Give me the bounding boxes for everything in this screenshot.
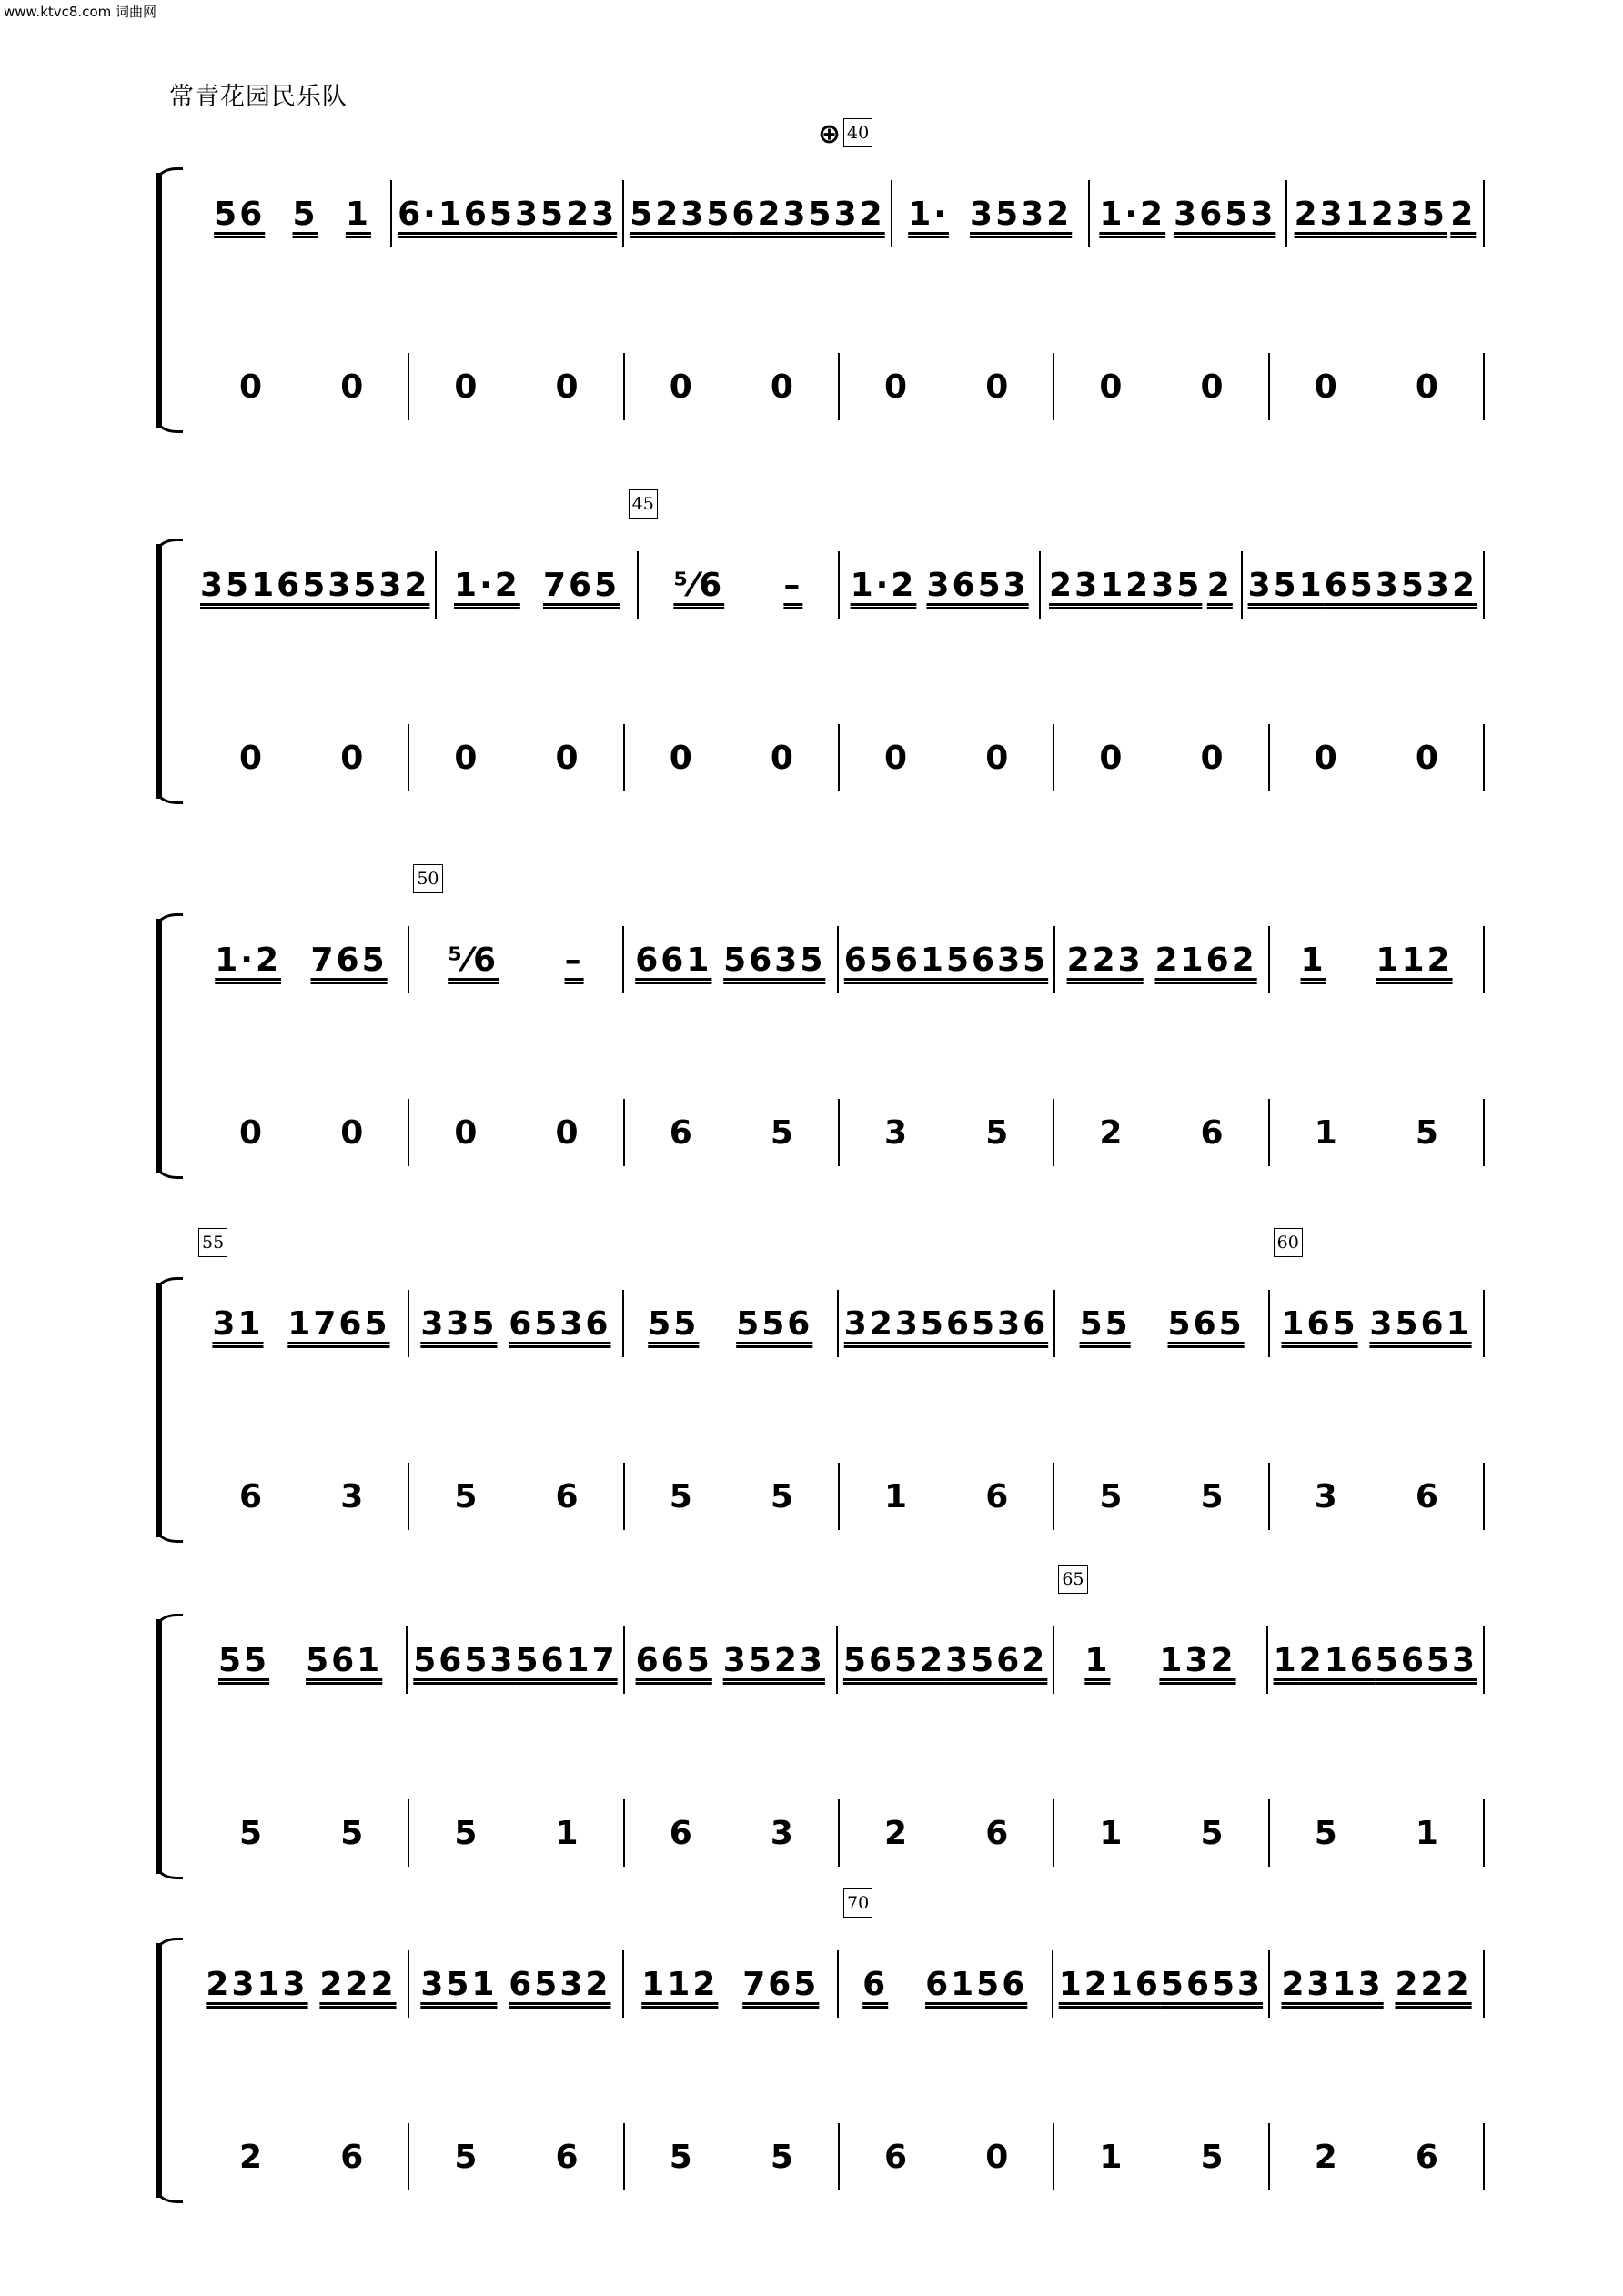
measure (195, 180, 392, 247)
note-group: 5653 (413, 1641, 516, 1679)
note-group: 56 (214, 195, 266, 233)
measure (1270, 724, 1485, 791)
lower-part-staff (195, 2123, 1485, 2190)
note-group: 6156 (925, 1965, 1028, 2003)
system-bracket (156, 544, 176, 799)
note-group: 0 (1200, 368, 1224, 406)
measure-number: 50 (413, 864, 442, 893)
note-group: 0 (454, 368, 478, 406)
system-bracket (156, 919, 176, 1173)
note-group: 0 (454, 1113, 478, 1152)
note-group: 165 (1281, 1304, 1358, 1343)
measure (625, 1626, 838, 1694)
measure (409, 1099, 624, 1166)
measure (1054, 1626, 1267, 1694)
note-group: 6 (1415, 1477, 1438, 1516)
note-group: 5 (669, 2138, 692, 2176)
note-group: 2313 (206, 1965, 308, 2003)
note-group: 653532 (1324, 566, 1478, 604)
note-group: 0 (1415, 368, 1438, 406)
note-group: 1 (1084, 1641, 1111, 1679)
note-group: 1 (1300, 941, 1326, 979)
measure (625, 353, 840, 420)
measure (838, 1626, 1054, 1694)
note-group: 6 (555, 2138, 579, 2176)
measure-number: 65 (1058, 1565, 1087, 1594)
note-group: 1 (884, 1477, 908, 1516)
note-group: 0 (555, 1113, 579, 1152)
measure (1054, 353, 1269, 420)
measure (624, 926, 839, 993)
measure-number: 55 (198, 1228, 227, 1257)
measure (840, 1463, 1054, 1530)
system-bracket (156, 1283, 176, 1537)
measure (195, 1799, 409, 1867)
note-group: 5 (1200, 2138, 1224, 2176)
measure (625, 2123, 840, 2190)
note-group: 1 (1099, 1814, 1123, 1852)
note-group: 6532 (509, 1965, 611, 2003)
note-group: 6 (985, 1814, 1009, 1852)
note-group: 5 (842, 1641, 869, 1679)
score-system (156, 1233, 1485, 1537)
measure (195, 1626, 408, 1694)
note-group: 0 (239, 739, 263, 777)
note-group: 1 (1415, 1814, 1438, 1852)
note-group: 0 (555, 368, 579, 406)
system-bracket (156, 1619, 176, 1874)
measure (195, 724, 409, 791)
measure (625, 724, 840, 791)
note-group: 1 (555, 1814, 579, 1852)
note-group: 1 (1273, 1641, 1299, 1679)
note-group: 222 (319, 1965, 397, 2003)
note-group: 6·165 (398, 195, 515, 233)
note-group: 0 (770, 739, 793, 777)
measure (624, 1290, 839, 1357)
note-group: 0 (1200, 739, 1224, 777)
note-group: 653532 (277, 566, 430, 604)
note-group: 0 (1099, 739, 1123, 777)
lower-part-staff (195, 1463, 1485, 1530)
note-group: – (783, 566, 803, 604)
measure (1270, 1290, 1485, 1357)
note-group: 1·2 (850, 566, 917, 604)
measure (1054, 2123, 1269, 2190)
note-group: 0 (669, 739, 692, 777)
measure (1054, 1799, 1269, 1867)
note-group: 556 (736, 1304, 813, 1343)
note-group: 0 (985, 368, 1009, 406)
note-group: 5617 (515, 1641, 618, 1679)
note-group: 565 (1167, 1304, 1245, 1343)
note-group: 351 (420, 1965, 498, 2003)
system-bracket (156, 173, 176, 428)
note-group: 665 (635, 1641, 712, 1679)
note-group: 0 (1314, 739, 1337, 777)
measure (195, 551, 437, 619)
note-group: 5 (1200, 1814, 1224, 1852)
note-group: 1·2 (215, 941, 282, 979)
note-group: ⁵⁄6 (673, 566, 725, 604)
measure (1270, 1950, 1485, 2018)
measure (1270, 2123, 1485, 2190)
measure (1090, 180, 1287, 247)
note-group: 3235 (843, 1304, 946, 1343)
note-group: 0 (1415, 739, 1438, 777)
upper-part-staff (195, 180, 1485, 247)
note-group: 112 (641, 1965, 719, 2003)
note-group: 1765 (287, 1304, 390, 1343)
note-group: 0 (884, 739, 908, 777)
measure (409, 353, 624, 420)
measure (1243, 551, 1485, 619)
measure-number: 45 (629, 489, 658, 519)
note-group: 5 (770, 1477, 793, 1516)
note-group: 5 (770, 2138, 793, 2176)
measure (1041, 551, 1242, 619)
note-group: 5635 (945, 941, 1049, 979)
measure (839, 1950, 1053, 2018)
measure (437, 551, 638, 619)
note-group: 2162 (1154, 941, 1257, 979)
measure (840, 2123, 1054, 2190)
note-group: ⁵⁄6 (448, 941, 499, 979)
note-group: 6536 (945, 1304, 1049, 1343)
note-group: 6 (1200, 1113, 1224, 1152)
note-group: 561 (306, 1641, 383, 1679)
note-group: 765 (542, 566, 620, 604)
note-group: 3523 (514, 195, 618, 233)
note-group: 0 (454, 739, 478, 777)
measure (195, 1463, 409, 1530)
upper-part-staff (195, 926, 1485, 993)
note-group: 1 (345, 195, 371, 233)
note-group: 55 (1079, 1304, 1131, 1343)
measure (840, 353, 1054, 420)
note-group: 6561 (843, 941, 946, 979)
note-group: 0 (555, 739, 579, 777)
note-group: 6 (669, 1113, 692, 1152)
measure (1268, 1626, 1485, 1694)
note-group: 132 (1159, 1641, 1236, 1679)
note-group: 1 (1099, 2138, 1123, 2176)
measure-number: 70 (843, 1888, 872, 1918)
score-system (156, 1569, 1485, 1874)
note-group: 5653 (1375, 1641, 1477, 1679)
note-group: 3653 (926, 566, 1029, 604)
note-group: 5 (1200, 1477, 1224, 1516)
note-group: 335 (420, 1304, 498, 1343)
note-group: 3653 (1174, 195, 1276, 233)
note-group: 1· (908, 195, 949, 233)
measure (409, 1950, 624, 2018)
note-group: 6536 (509, 1304, 611, 1343)
measure (1055, 1290, 1270, 1357)
note-group: 351 (1247, 566, 1325, 604)
note-group: 3562 (945, 1641, 1048, 1679)
score-system (156, 118, 1485, 428)
note-group: 5 (669, 1477, 692, 1516)
measure (840, 724, 1054, 791)
note-group: 2 (239, 2138, 263, 2176)
measure (1270, 1099, 1485, 1166)
lower-part-staff (195, 1799, 1485, 1867)
note-group: 765 (310, 941, 388, 979)
measure (639, 551, 840, 619)
measure (408, 1626, 624, 1694)
measure (624, 180, 892, 247)
note-group: 5 (454, 2138, 478, 2176)
note-group: 0 (239, 368, 263, 406)
measure (195, 926, 409, 993)
measure (409, 926, 624, 993)
measure (1055, 926, 1270, 993)
note-group: 222 (1395, 1965, 1472, 2003)
note-group: 3561 (1369, 1304, 1472, 1343)
note-group: 1·2 (454, 566, 520, 604)
note-group: 0 (1314, 368, 1337, 406)
note-group: 2 (1314, 2138, 1337, 2176)
note-group: 6 (1415, 2138, 1438, 2176)
measure (840, 1099, 1054, 1166)
lower-part-staff (195, 1099, 1485, 1166)
note-group: 5 (239, 1814, 263, 1852)
score-system (156, 1893, 1485, 2198)
upper-part-staff (195, 551, 1485, 619)
measure (1270, 353, 1485, 420)
measure (625, 1463, 840, 1530)
note-group: 5 (985, 1113, 1009, 1152)
watermark: www.ktvc8.com 词曲网 (4, 4, 157, 20)
note-group: 3523 (722, 1641, 825, 1679)
note-group: 5635 (723, 941, 826, 979)
note-group: 1 (1314, 1113, 1337, 1152)
measure (409, 1290, 624, 1357)
note-group: 31 (212, 1304, 264, 1343)
note-group: 0 (340, 368, 364, 406)
note-group: 3 (770, 1814, 793, 1852)
note-group: 1216 (1058, 1965, 1161, 2003)
note-group: 6 (985, 1477, 1009, 1516)
score-system (156, 869, 1485, 1173)
note-group: 231235 (1294, 195, 1447, 233)
note-group: 5 (454, 1814, 478, 1852)
band-title: 常青花园民乐队 (169, 83, 348, 111)
note-group: 1·2 (1099, 195, 1166, 233)
note-group: 6 (340, 2138, 364, 2176)
score-system (156, 494, 1485, 799)
note-group: 6 (669, 1814, 692, 1852)
note-group: 0 (770, 368, 793, 406)
note-group: 3 (1314, 1477, 1337, 1516)
measure (409, 1463, 624, 1530)
measure (1054, 724, 1269, 791)
upper-part-staff (195, 1626, 1485, 1694)
note-group: 2 (884, 1814, 908, 1852)
measure (624, 1950, 839, 2018)
note-group: 5 (1314, 1814, 1337, 1852)
coda-icon: ⊕ (818, 118, 842, 150)
measure (195, 353, 409, 420)
note-group: 0 (1099, 368, 1123, 406)
note-group: 2 (1206, 566, 1233, 604)
note-group: 5 (292, 195, 318, 233)
note-group: 351 (200, 566, 277, 604)
note-group: 5653 (1160, 1965, 1264, 2003)
note-group: 2 (1450, 195, 1477, 233)
measure (195, 1950, 409, 2018)
note-group: 0 (884, 368, 908, 406)
note-group: 5 (1415, 1113, 1438, 1152)
note-group: 0 (669, 368, 692, 406)
measure (1270, 1463, 1485, 1530)
measure (840, 1799, 1054, 1867)
note-group: 0 (985, 739, 1009, 777)
measure (195, 1290, 409, 1357)
measure (1054, 1463, 1269, 1530)
note-group: 6 (239, 1477, 263, 1516)
note-group: 2 (1099, 1113, 1123, 1152)
note-group: 55 (217, 1641, 270, 1679)
system-bracket (156, 1943, 176, 2198)
measure (1053, 1950, 1270, 2018)
measure (409, 724, 624, 791)
note-group: 5 (1099, 1477, 1123, 1516)
note-group: 623532 (731, 195, 885, 233)
measure-number: 40 (843, 118, 872, 147)
measure (840, 551, 1041, 619)
measure (1270, 926, 1485, 993)
note-group: 2313 (1281, 1965, 1384, 2003)
measure-number: 60 (1274, 1228, 1303, 1257)
note-group: 231235 (1049, 566, 1203, 604)
note-group: 3 (340, 1477, 364, 1516)
note-group: 0 (239, 1113, 263, 1152)
note-group: 6 (884, 2138, 908, 2176)
note-group: 55 (648, 1304, 700, 1343)
note-group: 5 (340, 1814, 364, 1852)
note-group: 0 (340, 1113, 364, 1152)
measure (195, 2123, 409, 2190)
note-group: 112 (1376, 941, 1453, 979)
measure (1054, 1099, 1269, 1166)
measure (625, 1099, 840, 1166)
note-group: 5 (454, 1477, 478, 1516)
note-group: 6 (555, 1477, 579, 1516)
measure (195, 1099, 409, 1166)
note-group: 6 (862, 1965, 889, 2003)
note-group: 3532 (970, 195, 1073, 233)
note-group: 3 (884, 1113, 908, 1152)
note-group: 216 (1298, 1641, 1376, 1679)
note-group: 223 (1066, 941, 1144, 979)
note-group: 765 (742, 1965, 820, 2003)
note-group: 5 (770, 1113, 793, 1152)
measure (392, 180, 624, 247)
note-group: 652 (868, 1641, 946, 1679)
lower-part-staff (195, 724, 1485, 791)
note-group: 0 (340, 739, 364, 777)
measure (1270, 1799, 1485, 1867)
note-group: 661 (635, 941, 712, 979)
measure (1287, 180, 1485, 247)
measure (625, 1799, 840, 1867)
note-group: 0 (985, 2138, 1009, 2176)
measure (409, 2123, 624, 2190)
measure (839, 1290, 1055, 1357)
measure (839, 926, 1055, 993)
upper-part-staff (195, 1290, 1485, 1357)
upper-part-staff (195, 1950, 1485, 2018)
measure (892, 180, 1090, 247)
lower-part-staff (195, 353, 1485, 420)
note-group: 5235 (630, 195, 732, 233)
note-group: – (564, 941, 584, 979)
measure (409, 1799, 624, 1867)
